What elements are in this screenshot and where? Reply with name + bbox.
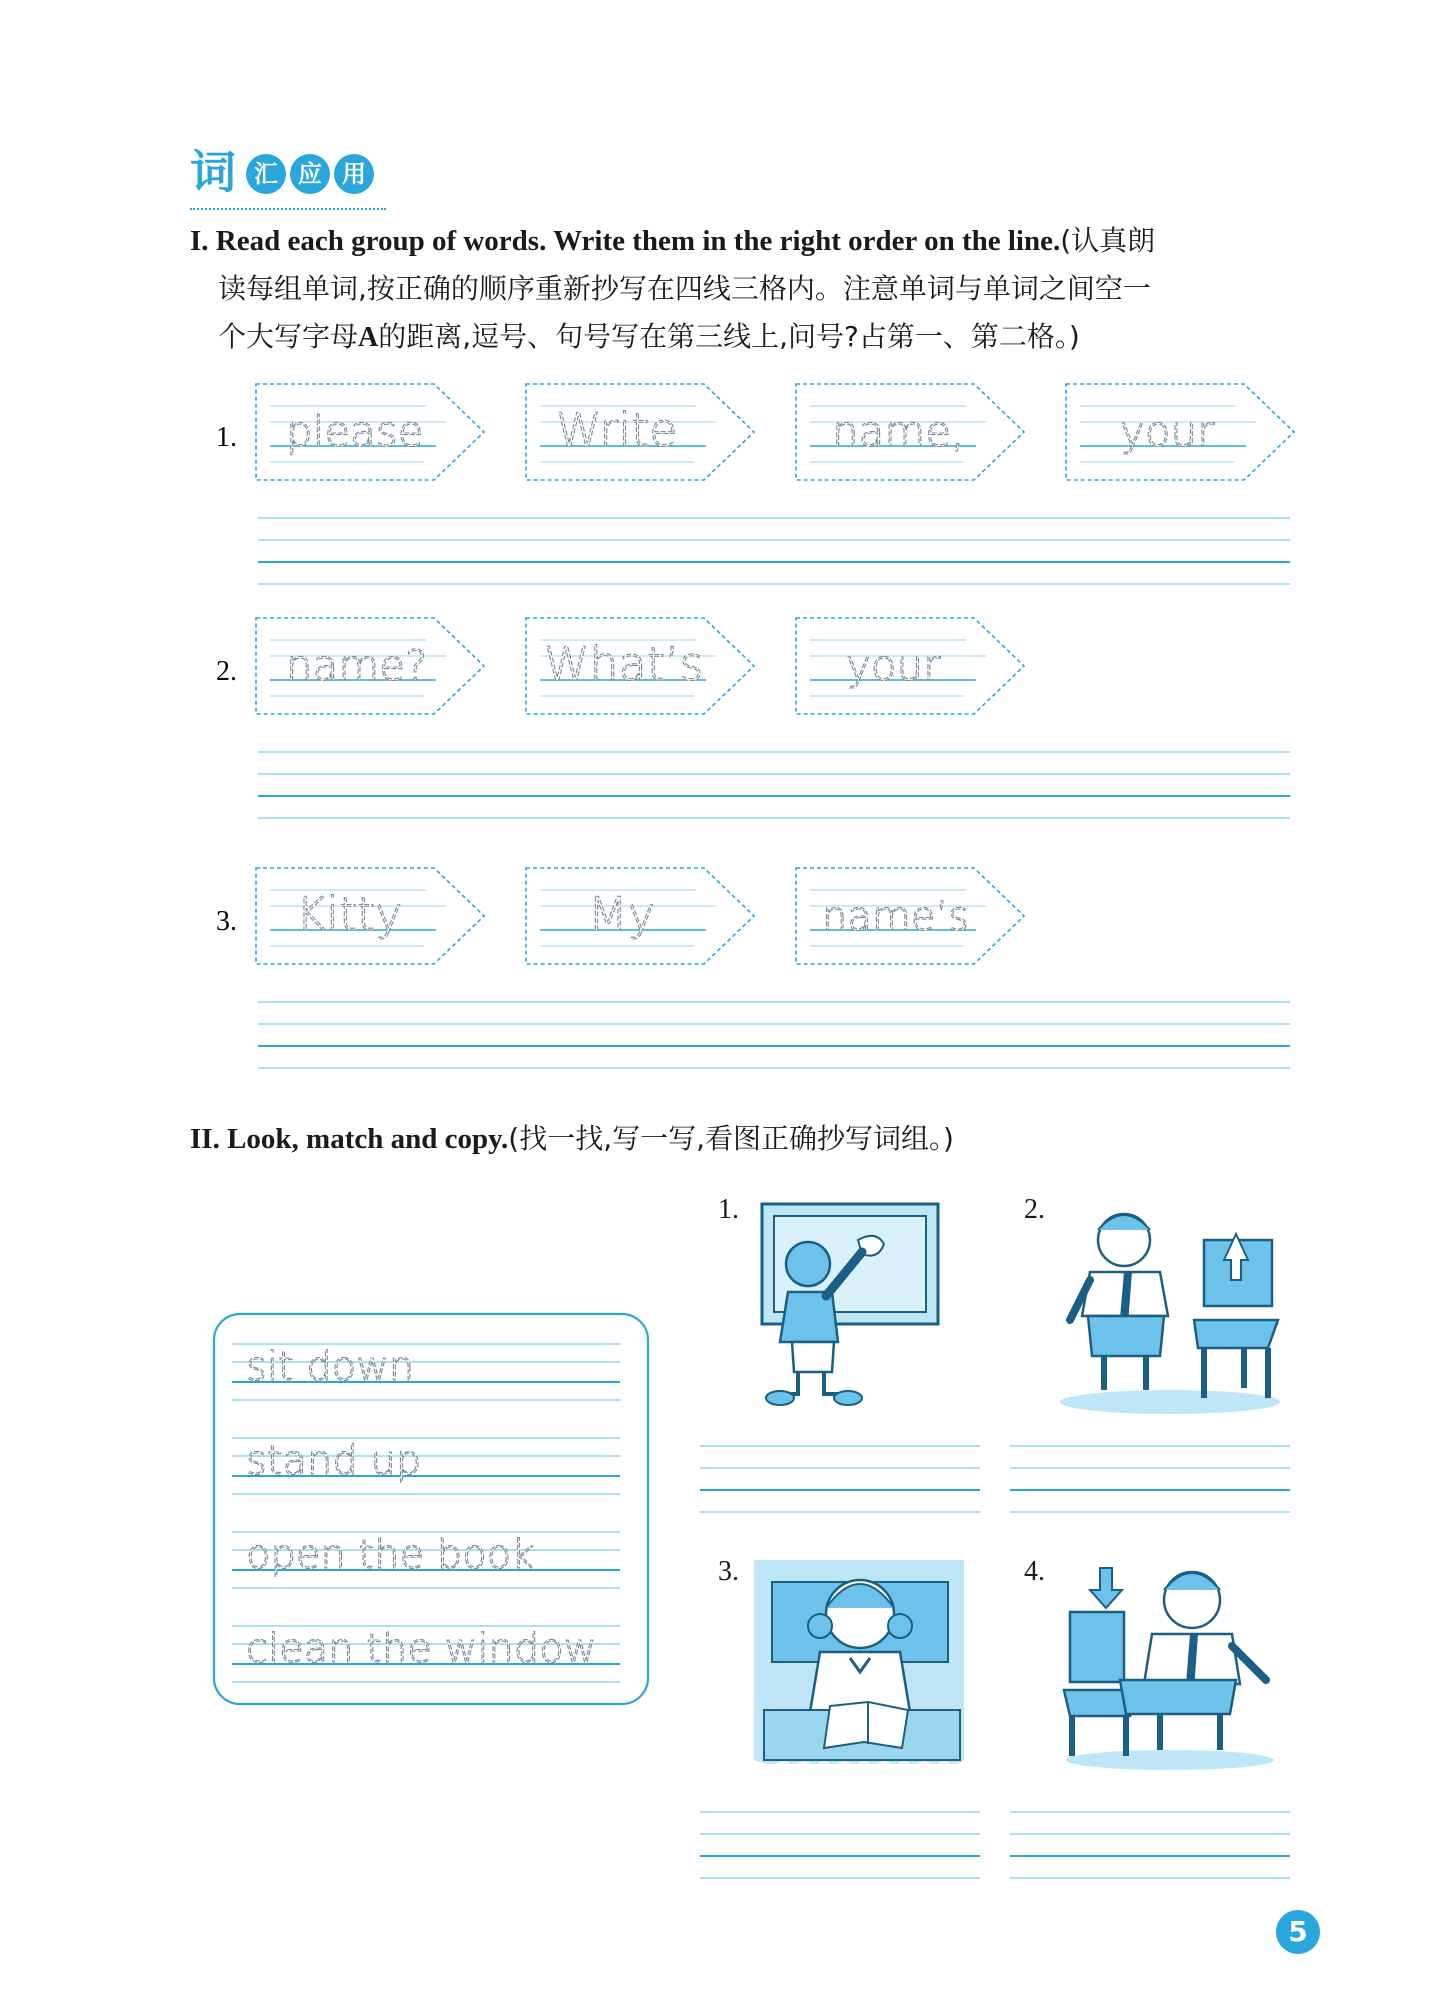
group1-number: 1. — [216, 422, 237, 453]
picture-number-1: 1. — [718, 1194, 739, 1225]
word-1-3: name, — [832, 407, 965, 456]
word-tag-1-3 — [796, 384, 1024, 480]
word-1-2: Write — [556, 403, 678, 457]
word-3-1: Kitty — [296, 887, 403, 941]
word-tag-3-2 — [526, 868, 754, 964]
word-3-3: name’s — [822, 894, 969, 940]
boy-standing-up-picture — [1054, 1200, 1284, 1416]
boy-cleaning-window-picture — [758, 1200, 944, 1412]
page-number: 5 — [1276, 1910, 1320, 1954]
word-2-1: name? — [286, 641, 428, 690]
word-1-1: please — [286, 407, 424, 456]
heading-circle-1: 汇 — [246, 154, 286, 194]
picture-number-2: 2. — [1024, 1194, 1045, 1225]
section2-title-cn: (找一找,写一写,看图正确抄写词组。) — [508, 1122, 954, 1155]
writing-lines-3[interactable] — [258, 1002, 1290, 1068]
group3-number: 3. — [216, 906, 237, 937]
phrase-2: stand up — [246, 1438, 422, 1484]
section1-title-en: I. Read each group of words. Write them in the right order on the line. — [190, 225, 1061, 257]
word-tag-2-2 — [526, 618, 754, 714]
heading-circle-3: 用 — [334, 154, 374, 194]
word-3-2: My — [588, 887, 655, 941]
word-tag-3-1 — [256, 868, 484, 964]
picture-number-4: 4. — [1024, 1556, 1045, 1587]
section2-title-en: II. Look, match and copy. — [190, 1123, 509, 1155]
word-tag-2-1 — [256, 618, 484, 714]
phrase-4: clean the window — [246, 1626, 597, 1672]
writing-lines-2[interactable] — [258, 752, 1290, 818]
section2-instructions — [190, 1114, 1290, 1163]
word-tag-3-3 — [796, 868, 1024, 964]
group2-number: 2. — [216, 656, 237, 687]
section1-line3: 个大写字母A的距离,逗号、句号写在第三线上,问号?占第一、第二格。) — [218, 320, 1080, 353]
phrase-1: sit down — [246, 1344, 415, 1390]
writing-lines-1[interactable] — [258, 518, 1290, 584]
word-tag-1-4 — [1066, 384, 1294, 480]
word-2-2: What’s — [544, 637, 704, 691]
heading-circle-2: 应 — [290, 154, 330, 194]
word-1-4: your — [1120, 407, 1215, 456]
word-2-3: your — [846, 641, 941, 690]
section1-title-cn: (认真朗 — [1060, 224, 1156, 257]
phrase-3: open the book — [246, 1532, 535, 1578]
word-tag-1-1 — [256, 384, 484, 480]
picture-writing-lines[interactable] — [0, 1440, 1436, 1920]
word-tag-1-2 — [526, 384, 754, 480]
picture-number-3: 3. — [718, 1556, 739, 1587]
section1-line2: 读每组单词,按正确的顺序重新抄写在四线三格内。注意单词与单词之间空一 — [218, 272, 1151, 305]
word-tag-2-3 — [796, 618, 1024, 714]
heading-big-char: 词 — [190, 145, 236, 199]
